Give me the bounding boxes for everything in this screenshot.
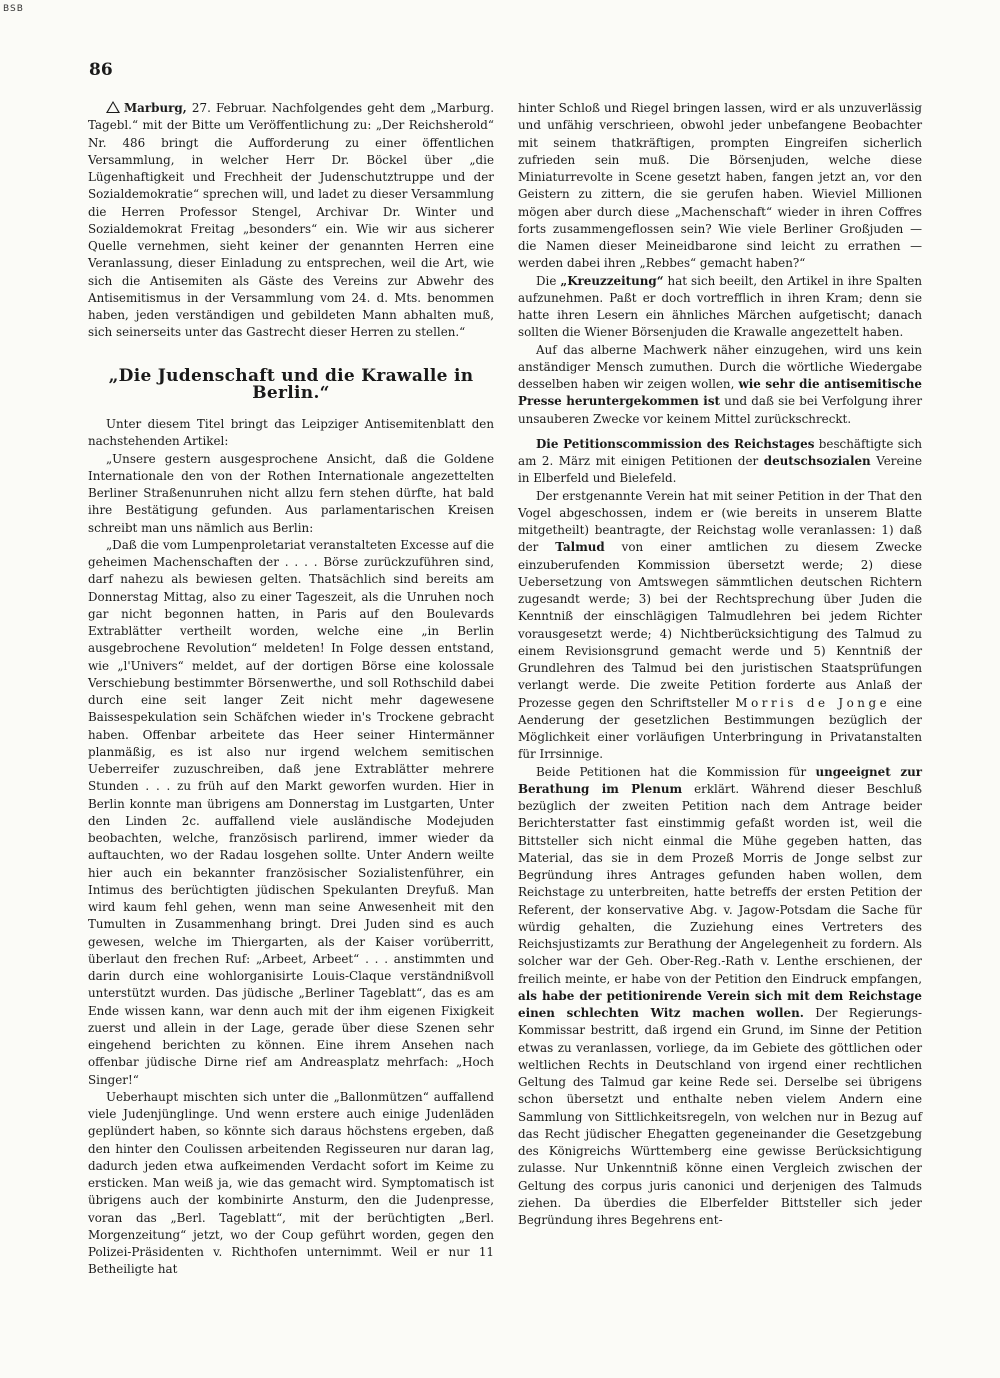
petition-paragraph: Der erstgenannte Verein hat mit seiner Petition in der That den Vogel abgeschossen, indem er (wie bereits in unserem Blatte mitgetheilt) beantragte, der Reichstag wolle veranlassen: 1) daß der Talmud von einer amtlichen zu diesem Zwecke einzuberufenden Kommission übersetzt werde; 2) diese Uebersetzung von Amtswegen sämmtlichen deutschen Richtern zugesandt werde; 3) bei der Rechtsprechung über Juden die Kenntniß der einschlägigen Talmudlehren bei jedem Richter vorausgesetzt werde; 4) Nichtberücksichtigung des Talmud zu einem Revisionsgrund gemacht werde und 5) Kenntniß der Grundlehren des Talmud bei den juristischen Staatsprüfungen verlangt werde. Die zweite Petition forderte aus Anlaß der Prozesse gegen den Schriftsteller Morris de Jonge eine Aenderung der gesetzlichen Bestimmungen bezüglich der Möglichkeit einer vorläufigen Unterbringung in Privatanstalten für Irrsinnige. xyxy=(518,488,922,762)
article-paragraph: „Daß die vom Lumpenproletariat veranstalteten Excesse auf die geheimen Machenschaften der . . . . Börse zurückzuführen sind, darf nahezu als bewiesen gelten. Thatsächlich sind bereits am Donnerstag Mittag, also zu einer Tageszeit, als die Unruhen noch gar nicht begonnen hatten, in Paris auf den Boulevards Extrablätter vertheilt worden, welche eine „in Berlin ausgebrochene Revolution“ meldeten! In Folge dessen entstand, wie „l'Univers“ meldet, auf der dortigen Börse eine kolossale Verschiebung bestimmter Börsenwerthe, und soll Rothschild dabei durch eine seit langer Zeit nicht mehr dagewesene Baissespekulation sein Schäfchen wieder in's Trockene gebracht haben. Offenbar arbeitete das Heer seiner Hintermänner planmäßig, es ist also nur irgend welchem semitischen Ueberreifer zuzuschreiben, daß jene Extrablätter mehrere Stunden . . . zu früh auf den Markt geworfen wurden. Hier in Berlin konnte man übrigens am Donnerstag im Lustgarten, Unter den Linden 2c. auffallend viele ausländische Modejuden beobachten, welche, französisch parlirend, immer wieder da auftauchten, wo der Radau losgehen sollte. Unter Andern weilte hier auch ein bekannter französischer Sozialistenführer, ein Intimus des berüchtigten jüdischen Spekulanten Dreyfuß. Man wird kaum fehl gehen, wenn man seine Anwesenheit mit den Tumulten in Zusammenhang bringt. Drei Juden sind es auch gewesen, welche im Thiergarten, als der Kaiser vorüberritt, überlaut den frechen Ruf: „Arbeet, Arbeet“ . . . anstimmten und darin durch eine wohlorganisirte Louis-Claque verständnißvoll unterstützt wurden. Das jüdische „Berliner Tageblatt“, das es am Ende wissen kann, war denn auch mit der ihm eigenen Fixigkeit zuerst und allein in der Lage, gerade über diese Szenen sehr eingehend berichten zu können. Eine ihrem Ansehen nach offenbar jüdische Dirne rief am Andreasplatz mehrfach: „Hoch Singer!“ xyxy=(88,537,494,1087)
kreuzzeitung-paragraph: Die „Kreuzzeitung“ hat sich beeilt, den Artikel in ihre Spalten aufzunehmen. Paßt er doch vortrefflich in ihren Kram; denn sie hatte ihren Lesern ein ähnliches Märchen aufgetischt; danach sollten die Wiener Börsenjuden die Krawalle angezettelt haben. xyxy=(518,273,922,340)
triangle-icon xyxy=(106,101,120,113)
article-paragraph: „Unsere gestern ausgesprochene Ansicht, daß die Goldene Internationale den von der Rothen Internationale angezettelten Berliner Straßenunruhen nicht allzu fern stehen dürfte, hat bald ihre Bestätigung gefunden. Aus parlamentarischen Kreisen schreibt man uns nämlich aus Berlin: xyxy=(88,451,494,535)
page-number: 86 xyxy=(89,60,113,80)
article-paragraph: hinter Schloß und Riegel bringen lassen, wird er als unzuverlässig und unfähig verschrieen, obwohl jeder unbefangene Beobachter mit seinem thatkräftigen, prompten Eingreifen sicherlich zufrieden sein muß. Die Börsenjuden, welche diese Miniaturrevolte in Scene gesetzt haben, fangen jetzt an, vor den Geistern zu zittern, die sie gerufen haben. Wieviel Millionen mögen aber durch diese „Machenschaft“ wieder in ihren Coffres forts zusammengeflossen sein? Wie viele Berliner Großjuden — die Namen dieser Meineidbarone sind leicht zu errathen — werden dabei ihren „Rebbes“ gemacht haben?“ xyxy=(518,101,922,271)
petition-paragraph: Die Petitionscommission des Reichstages beschäftigte sich am 2. März mit einigen Petitionen der deutschsozialen Vereine in Elberfeld und Bielefeld. xyxy=(518,436,923,486)
left-column xyxy=(88,100,494,1279)
commentary-paragraph: Auf das alberne Machwerk näher einzugehen, wird uns kein anständiger Mensch zumuthen. Durch die wörtliche Wiedergabe desselben haben wir zeigen wollen, wie sehr die antisemitische Presse heruntergekommen ist und daß sie bei Verfolgung ihrer unsauberen Zwecke vor keinem Mittel zurückschreckt. xyxy=(518,342,922,426)
article-paragraph: Ueberhaupt mischten sich unter die „Ballonmützen“ auffallend viele Judenjünglinge. Und wenn erstere auch einige Judenläden geplündert haben, so könnte sich daraus höchstens ergeben, daß den hinter den Coulissen arbeitenden Regisseuren nur daran lag, dadurch jeden etwa aufkeimenden Verdacht sofort im Keime zu ersticken. Man weiß ja, wie das gemacht wird. Symptomatisch ist übrigens auch der kombinirte Ansturm, den die Judenpresse, voran das „Berl. Tageblatt“, mit der berüchtigten „Berl. Morgenzeitung“ jetzt, wo der Coup geführt worden, gegen den Polizei-Präsidenten v. Richthofen unternimmt. Weil er nur 11 Betheiligte hat xyxy=(88,1089,494,1277)
emphasis-text: wie sehr die antisemitische Presse heruntergekommen ist xyxy=(518,377,922,409)
article-intro: Unter diesem Titel bringt das Leipziger Antisemitenblatt den nachstehenden Artikel: xyxy=(88,417,494,449)
right-column xyxy=(518,100,922,1229)
petition-paragraph: Beide Petitionen hat die Kommission für ungeeignet zur Berathung im Plenum erklärt. Während dieser Beschluß bezüglich der zweiten Petition nach dem Antrage beider Berichterstatter fast einstimmig gefaßt worden ist, weil die Bittsteller sich nicht einmal die Mühe gegeben hatten, das Material, das sie in dem Prozeß Morris de Jonge selbst zur Begründung ihres Antrages gefunden haben wollen, dem Reichstage zu unterbreiten, hatte betreffs der ersten Petition der Referent, der konservative Abg. v. Jagow-Potsdam die Sache für würdig gehalten, die Zuziehung eines Vertreters des Reichsjustizamts zur Berathung der Angelegenheit zu fordern. Als solcher war der Geh. Ober-Reg.-Rath v. Lenthe erschienen, der freilich meinte, er habe von der Petition den Eindruck empfangen, als habe der petitionirende Verein sich mit dem Reichstage einen schlechten Witz machen wollen. Der Regierungs-Kommissar bestritt, daß irgend ein Grund, im Sinne der Petition etwas zu veranlassen, vorliege, da im Gebiete des göttlichen oder weltlichen Rechts in Deutschland von irgend einer rechtlichen Geltung des Talmud gar keine Rede sei. Derselbe sei übrigens schon übersetzt und enthalte neben vielem Andern eine Sammlung von Sittlichkeitsregeln, von welchen nur in Bezug auf das Recht jüdischer Ehegatten gegeneinander die Gesetzgebung des Königreichs Württemberg eine gewisse Berücksichtigung zulasse. Nur Unkenntniß könne einen Vergleich zwischen der Geltung des corpus juris canonici und derjenigen des Talmuds ziehen. Da überdies die Elberfelder Bittsteller sich jeder Begründung ihres Begehrens ent- xyxy=(518,764,922,1227)
marburg-dateline: Marburg, xyxy=(124,101,187,115)
talmud-term: Talmud xyxy=(555,540,605,555)
article-title: „Die Judenschaft und die Krawalle in Berlin.“ xyxy=(108,365,474,403)
emphasis-text: als habe der petitionirende Verein sich mit dem Reichstage einen schlechten Witz machen wollen. xyxy=(518,988,922,1020)
marburg-paragraph: Marburg, 27. Februar. Nachfolgendes geht dem „Marburg. Tagebl.“ mit der Bitte um Veröffentlichung zu: „Der Reichsherold“ Nr. 486 bringt die Aufforderung zu einer öffentlichen Versammlung, in welcher Herr Dr. Böckel über „die Lügenhaftigkeit und Frechheit der Judenschutztruppe und der Sozialdemokratie“ sprechen will, und ladet zu dieser Versammlung die Herren Professor Stengel, Archivar Dr. Winter und Sozialdemokrat Freitag „besonders“ ein. Wie wir aus sicherer Quelle vernehmen, sieht keiner der genannten Herren eine Veranlassung, dieser Einladung zu entsprechen, weil die Art, wie sich die Antisemiten als Gäste des Vereins zur Abwehr des Antisemitismus in der Versammlung vom 24. d. Mts. benommen haben, jeden verständigen und gebildeten Mann abhalten muß, sich seinerseits unter das Gastrecht dieser Herren zu stellen.“ xyxy=(88,101,494,340)
library-stamp: BSB xyxy=(3,4,24,14)
spaced-name: Morris de Jonge xyxy=(735,695,891,710)
emphasis-text: ungeeignet zur Berathung im Plenum xyxy=(518,764,922,796)
kreuzzeitung-name: „Kreuzzeitung“ xyxy=(560,273,664,288)
petition-heading: Die Petitionscommission des Reichstages xyxy=(536,436,815,451)
